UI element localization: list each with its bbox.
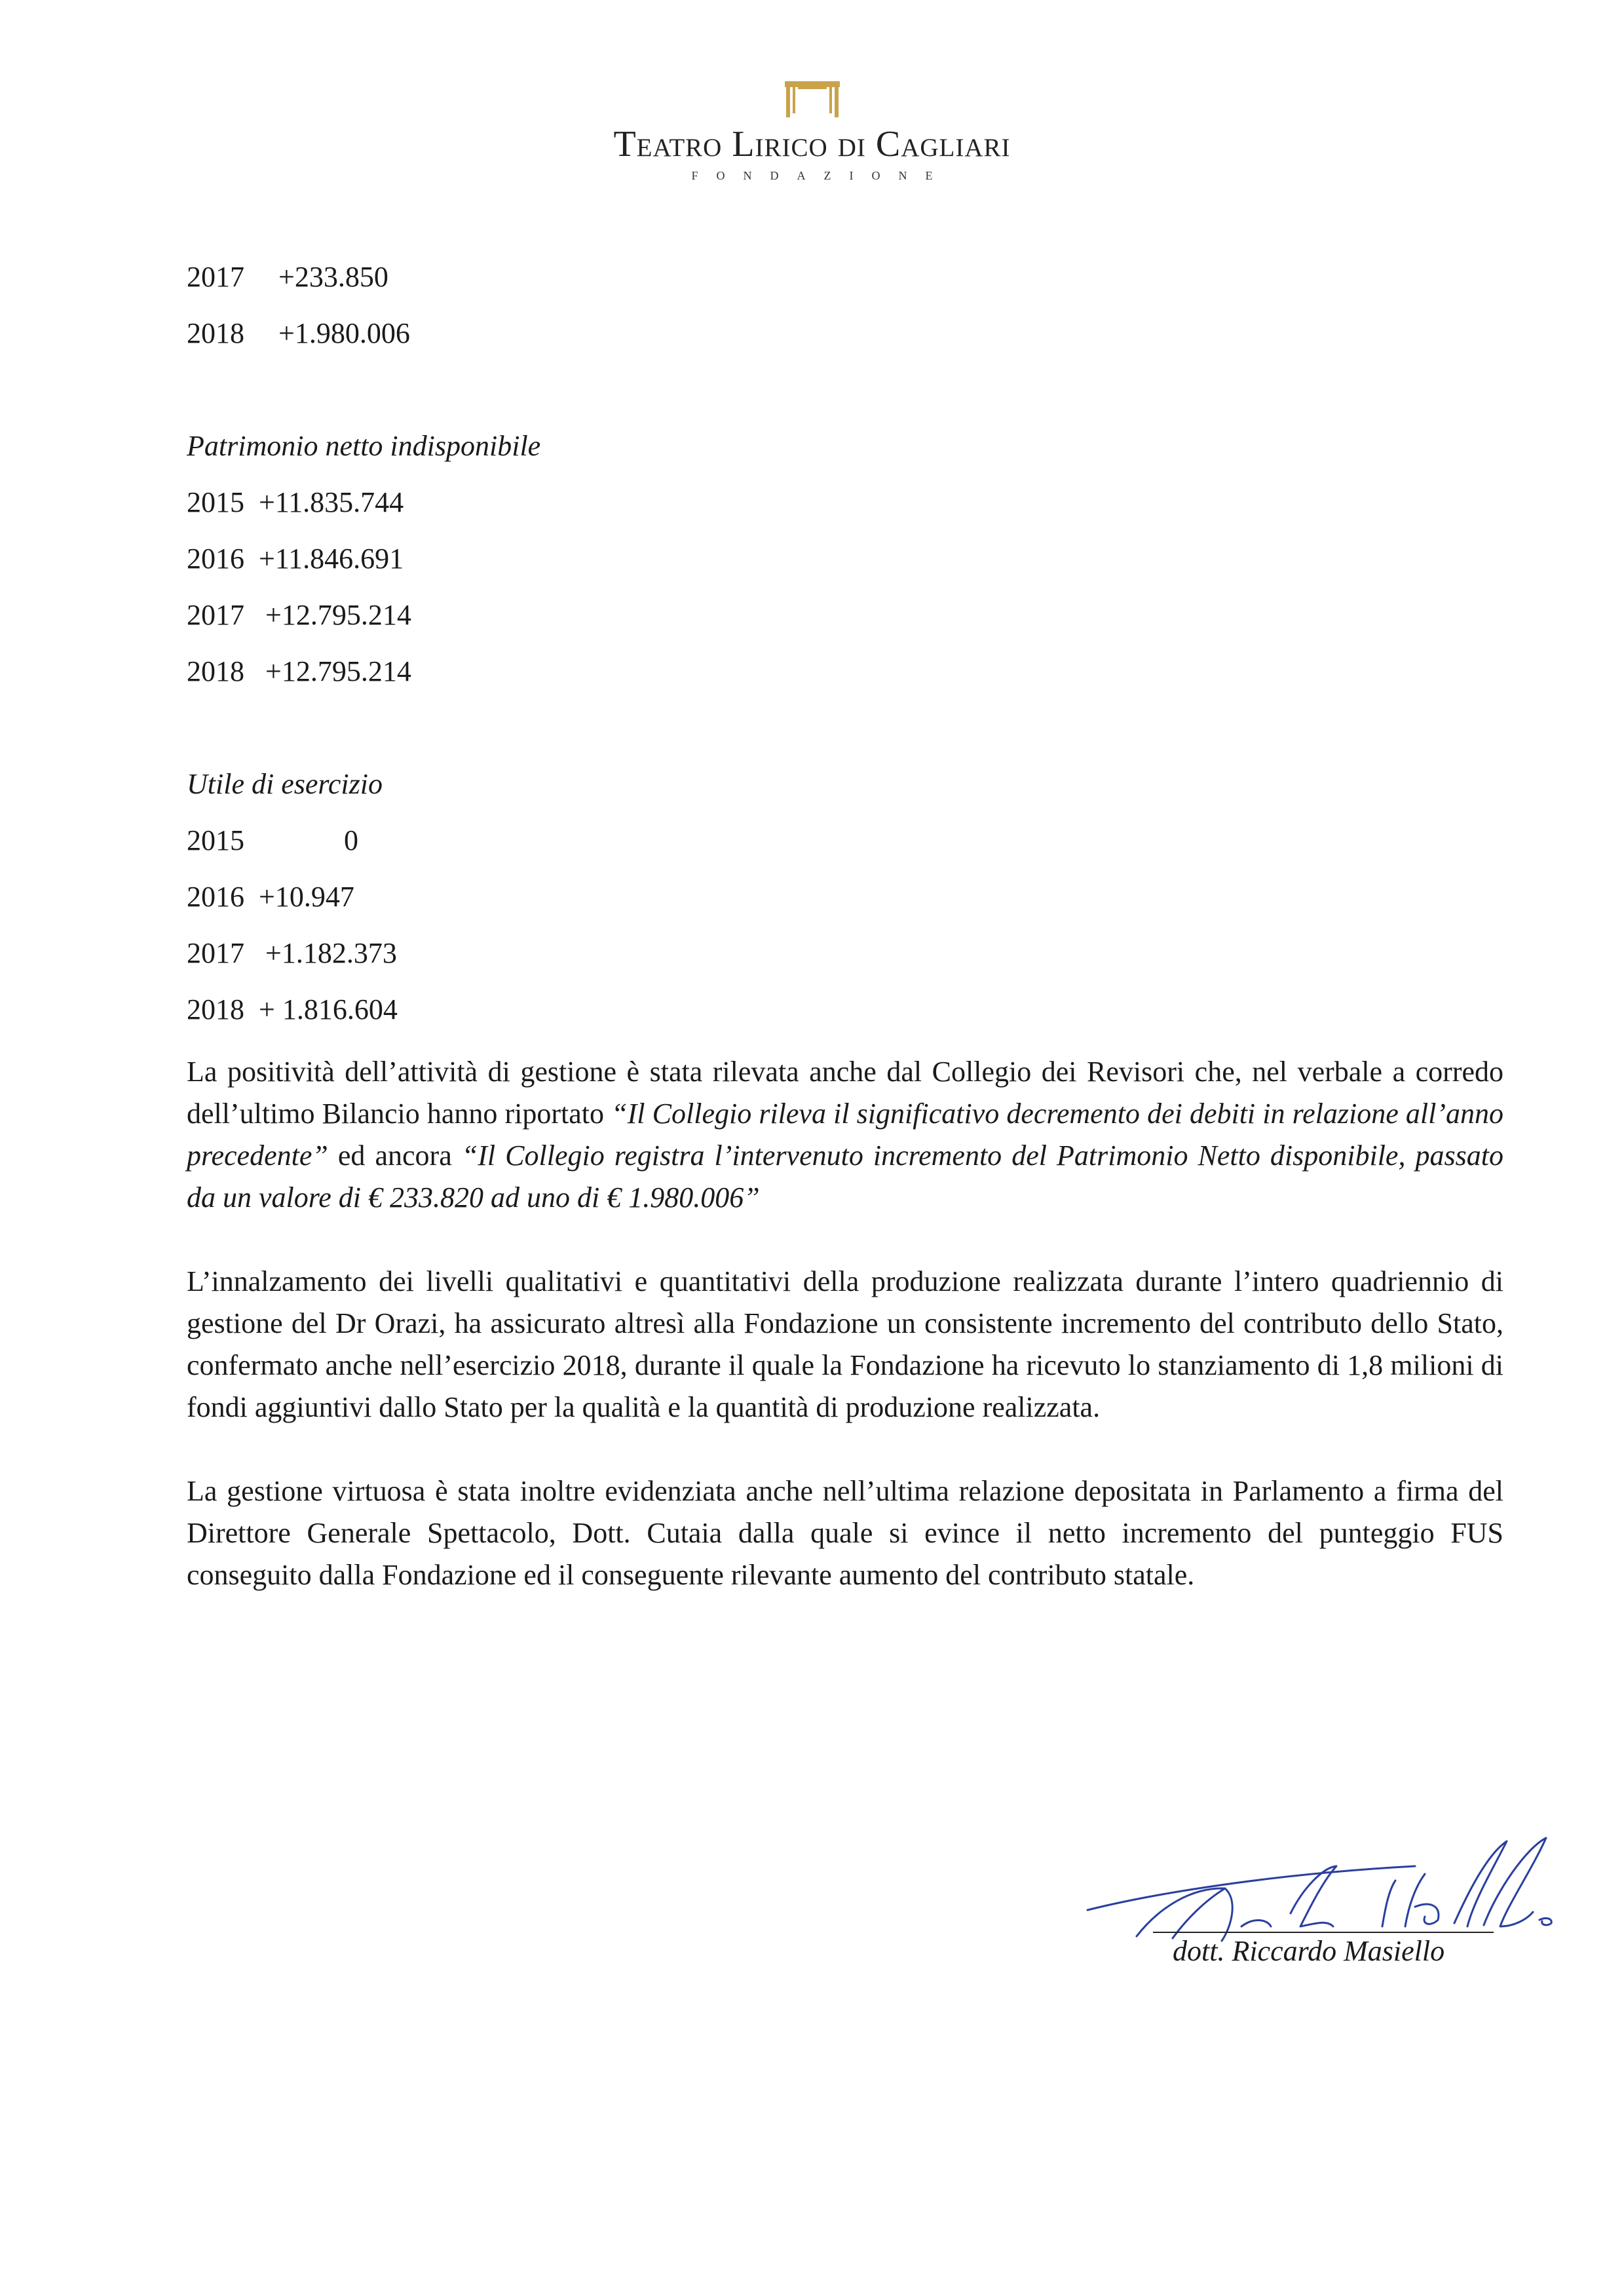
spacer bbox=[187, 1038, 1503, 1051]
para-text: La positività dell’attività di gestione è stata rilevata anche dal Collegio dei Revisori che, nel verbale a corredo dell’ultimo Bilancio hanno riportato bbox=[187, 1056, 1503, 1130]
pn-indisp-row-2018 bbox=[187, 643, 1503, 700]
value: +233.850 bbox=[278, 261, 388, 293]
value: +10.947 bbox=[259, 881, 354, 913]
paragraph-revisori bbox=[187, 1051, 1503, 1219]
pn-disp-row-2017 bbox=[187, 249, 1503, 305]
pn-indisp-row-2015 bbox=[187, 474, 1503, 531]
utile-row-2017 bbox=[187, 925, 1503, 982]
utile-row-2018 bbox=[187, 982, 1503, 1038]
spacer bbox=[187, 362, 1503, 418]
spacer bbox=[187, 1219, 1503, 1261]
year: 2018 bbox=[187, 317, 244, 349]
section-title-utile: Utile di esercizio bbox=[187, 768, 383, 800]
quote: “Il Collegio rileva il significativo decremento dei debiti in relazione all’anno precedente” bbox=[187, 1098, 1503, 1172]
pn-indisp-row-2017 bbox=[187, 587, 1503, 643]
theatre-curtain-icon bbox=[780, 79, 845, 119]
value: + 1.816.604 bbox=[259, 993, 398, 1025]
year: 2018 bbox=[187, 655, 244, 687]
paragraph-produzione: L’innalzamento dei livelli qualitativi e quantitativi della produzione realizzata durante l’intero quadriennio di gestione del Dr Orazi, ha assicurato altresì alla Fondazione un consistente incremento del contributo dello Stato, confermato anche nell’esercizio 2018, durante il quale la Fondazione ha ricevuto lo stanziamento di 1,8 milioni di fondi aggiuntivi dallo Stato per la qualità e la quantità di produzione realizzata. bbox=[187, 1265, 1503, 1423]
value: 0 bbox=[344, 824, 358, 856]
year: 2015 bbox=[187, 486, 244, 518]
year: 2016 bbox=[187, 543, 244, 575]
org-subtitle: FONDAZIONE bbox=[691, 168, 951, 182]
utile-row-2016 bbox=[187, 869, 1503, 925]
pn-indisp-row-2016 bbox=[187, 531, 1503, 587]
year: 2018 bbox=[187, 993, 244, 1025]
value: +12.795.214 bbox=[265, 655, 411, 687]
pn-disp-row-2018 bbox=[187, 305, 1503, 362]
spacer bbox=[187, 1428, 1503, 1470]
utile-row-2015 bbox=[187, 813, 1503, 869]
signer-name: dott. Riccardo Masiello bbox=[1173, 1935, 1445, 1967]
section-title-pn-indisponibile: Patrimonio netto indisponibile bbox=[187, 430, 541, 462]
quote: “Il Collegio registra l’intervenuto incremento del Patrimonio Netto disponibile, passato da un valore di € 233.820 ad uno di € 1.980.006” bbox=[187, 1139, 1503, 1214]
year: 2017 bbox=[187, 599, 244, 631]
letter-body bbox=[187, 249, 1503, 1596]
value: +12.795.214 bbox=[265, 599, 411, 631]
year: 2015 bbox=[187, 824, 244, 856]
paragraph-gestione: La gestione virtuosa è stata inoltre evidenziata anche nell’ultima relazione depositata in Parlamento a firma del Direttore Generale Spettacolo, Dott. Cutaia dalla quale si evince il netto incremento del punteggio FUS conseguito dalla Fondazione ed il conseguente rilevante aumento del contributo statale. bbox=[187, 1475, 1503, 1591]
spacer bbox=[187, 700, 1503, 756]
value: +1.980.006 bbox=[278, 317, 410, 349]
year: 2016 bbox=[187, 881, 244, 913]
value: +11.835.744 bbox=[259, 486, 404, 518]
value: +11.846.691 bbox=[259, 543, 404, 575]
signature-line bbox=[1153, 1932, 1494, 1933]
letterhead bbox=[0, 79, 1624, 183]
value: +1.182.373 bbox=[265, 937, 397, 969]
year: 2017 bbox=[187, 937, 244, 969]
para-text: ed ancora bbox=[328, 1139, 462, 1172]
org-name: Teatro Lirico di Cagliari bbox=[613, 124, 1011, 164]
year: 2017 bbox=[187, 261, 244, 293]
